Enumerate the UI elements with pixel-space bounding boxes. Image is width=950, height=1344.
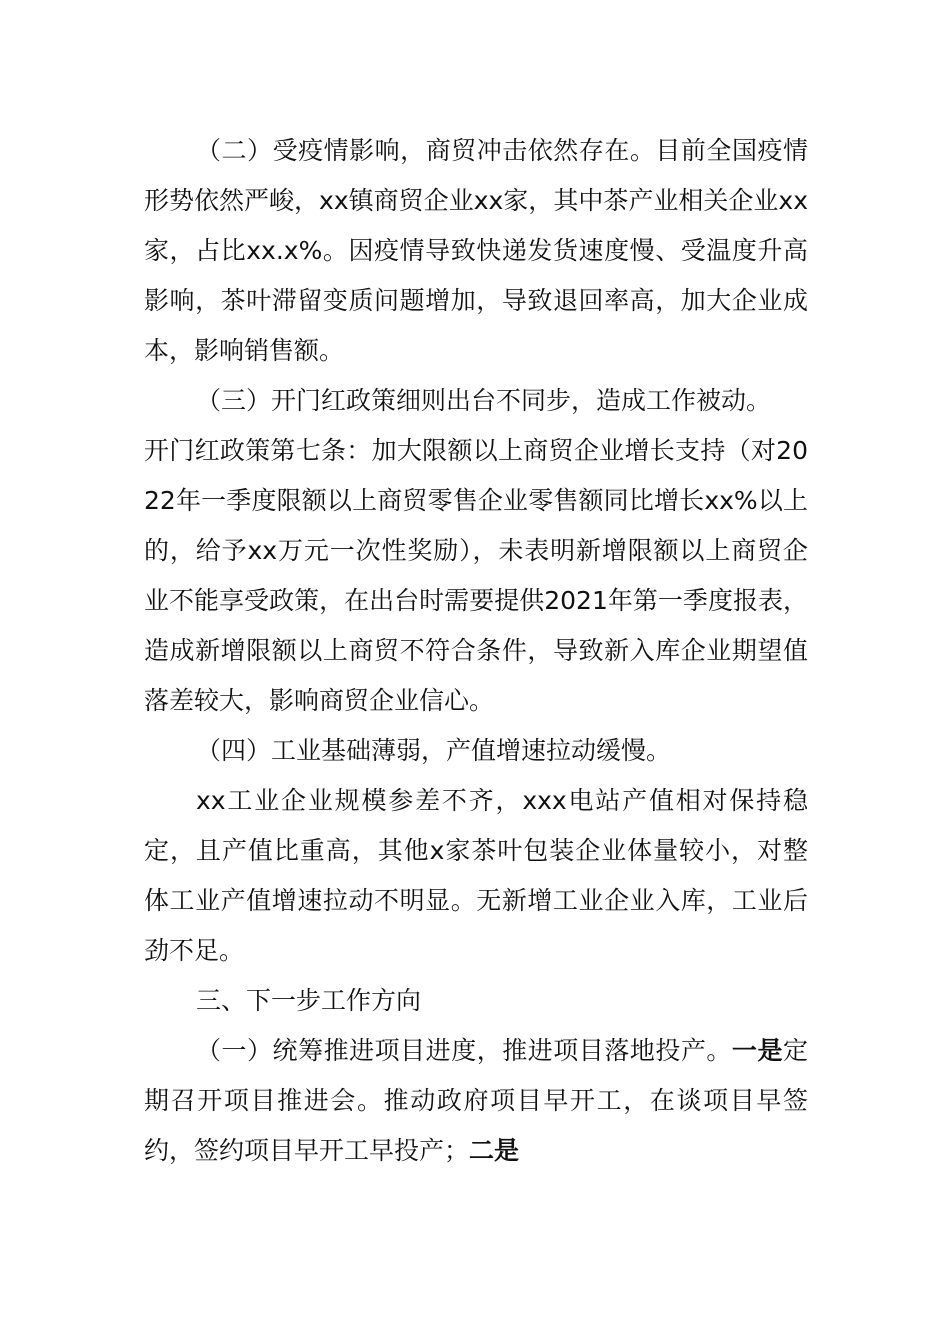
paragraph-project-progress [144, 1026, 808, 1176]
document-body [144, 126, 808, 1176]
paragraph-project-text-1: （一）统筹推进项目进度，推进项目落地投产。 [196, 1036, 732, 1065]
paragraph-commerce-impact: （二）受疫情影响，商贸冲击依然存在。目前全国疫情形势依然严峻，xx镇商贸企业xx家，其中茶产业相关企业xx家，占比xx.x%。因疫情导致快递发货速度慢、受温度升高影响，茶叶滞留变质问题增加，导致退回率高，加大企业成本，影响销售额。 [144, 136, 808, 365]
paragraph-policy-heading: （三）开门红政策细则出台不同步，造成工作被动。 [196, 386, 772, 415]
paragraph-industry-detail: xx工业企业规模参差不齐，xxx电站产值相对保持稳定，且产值比重高，其他x家茶叶包装企业体量较小，对整体工业产值增速拉动不明显。无新增工业企业入库，工业后劲不足。 [144, 786, 808, 965]
paragraph-project-text-2: 定期召开项目推进会。推动政府项目早开工，在谈项目早签约，签约项目早开工早投产； [144, 1036, 808, 1165]
emphasis-first: 一是 [731, 1036, 783, 1065]
paragraph-industry-heading: （四）工业基础薄弱，产值增速拉动缓慢。 [196, 736, 672, 765]
emphasis-second: 二是 [469, 1136, 520, 1165]
paragraph-policy-detail: 开门红政策第七条：加大限额以上商贸企业增长支持（对2022年一季度限额以上商贸零售企业零售额同比增长xx%以上的，给予xx万元一次性奖励），未表明新增限额以上商贸企业不能享受政策，在出台时需要提供2021年第一季度报表，造成新增限额以上商贸不符合条件，导致新入库企业期望值落差较大，影响商贸企业信心。 [144, 436, 808, 715]
section-heading-next-steps: 三、下一步工作方向 [196, 986, 422, 1015]
